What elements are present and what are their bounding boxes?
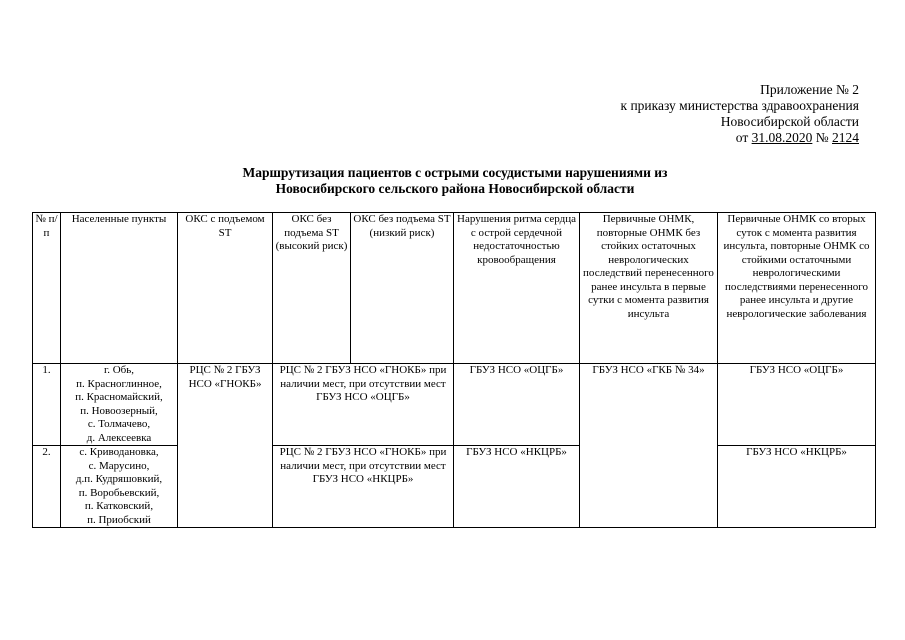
- row-places: [61, 364, 178, 446]
- place-item: п. Воробьевский,: [78, 486, 160, 499]
- header-oks-no-st-high: ОКС без подъема ST (высокий риск): [273, 213, 351, 364]
- cell-rhythm: ГБУЗ НСО «НКЦРБ»: [454, 446, 580, 528]
- cell-oks-no-st: РЦС № 2 ГБУЗ НСО «ГНОКБ» при наличии мест, при отсутствии мест ГБУЗ НСО «ОЦГБ»: [273, 364, 454, 446]
- place-item: с. Криводановка,: [79, 446, 159, 458]
- routing-table: [32, 212, 876, 528]
- header-rhythm: Нарушения ритма сердца с острой сердечной недостаточностью кровообращения: [454, 213, 580, 364]
- title-line1: Маршрутизация пациентов с острыми сосудистыми нарушениями из: [242, 165, 668, 180]
- place-item: п. Красноглинное,: [76, 377, 162, 390]
- header-places: Населенные пункты: [61, 213, 178, 364]
- cell-onmk-second: ГБУЗ НСО «НКЦРБ»: [718, 446, 876, 528]
- table-header-row: [33, 213, 876, 364]
- header-onmk-first: Первичные ОНМК, повторные ОНМК без стойких остаточных неврологических последствий перенесенного ранее инсульта в первые сутки с момента развития инсульта: [580, 213, 718, 364]
- row-num: 2.: [33, 446, 61, 528]
- place-item: п. Новоозерный,: [80, 404, 158, 417]
- appendix-line1: Приложение № 2: [760, 82, 859, 97]
- document-title: [150, 165, 760, 197]
- appendix-date: 31.08.2020: [751, 130, 813, 145]
- cell-onmk-first: ГБУЗ НСО «ГКБ № 34»: [580, 364, 718, 528]
- cell-rhythm: ГБУЗ НСО «ОЦГБ»: [454, 364, 580, 446]
- place-item: п. Катковский,: [84, 500, 154, 512]
- table-row: [33, 446, 876, 528]
- appendix-line2: к приказу министерства здравоохранения: [620, 98, 859, 113]
- header-num: № п/п: [33, 213, 61, 364]
- header-oks-st: ОКС с подъемом ST: [178, 213, 273, 364]
- header-onmk-second: Первичные ОНМК со вторых суток с момента развития инсульта, повторные ОНМК со стойкими остаточными неврологическими последствиями перенесенного ранее инсульта и другие неврологические заболевания: [718, 213, 876, 364]
- cell-oks-no-st: РЦС № 2 ГБУЗ НСО «ГНОКБ» при наличии мест, при отсутствии мест ГБУЗ НСО «НКЦРБ»: [273, 446, 454, 528]
- row-num: 1.: [33, 364, 61, 446]
- cell-oks-st: РЦС № 2 ГБУЗ НСО «ГНОКБ»: [178, 364, 273, 528]
- appendix-block: [621, 82, 859, 146]
- place-item: д. Алексеевка: [86, 431, 152, 444]
- appendix-number-prefix: №: [815, 130, 829, 145]
- row-places: [61, 446, 178, 528]
- place-item: с. Толмачево,: [87, 418, 151, 430]
- appendix-number: 2124: [832, 130, 859, 145]
- appendix-line3: Новосибирской области: [720, 114, 859, 129]
- place-item: г. Обь,: [103, 364, 135, 376]
- appendix-line4: [621, 130, 859, 146]
- table-row: [33, 364, 876, 446]
- header-oks-no-st-low: ОКС без подъема ST (низкий риск): [351, 213, 454, 364]
- appendix-date-prefix: от: [735, 130, 749, 145]
- place-item: д.п. Кудряшовкий,: [75, 473, 163, 485]
- cell-onmk-second: ГБУЗ НСО «ОЦГБ»: [718, 364, 876, 446]
- place-item: п. Приобский: [87, 513, 151, 526]
- place-item: с. Марусино,: [88, 459, 150, 472]
- title-line2: Новосибирского сельского района Новосибирской области: [275, 181, 635, 196]
- place-item: п. Красномайский,: [75, 391, 163, 403]
